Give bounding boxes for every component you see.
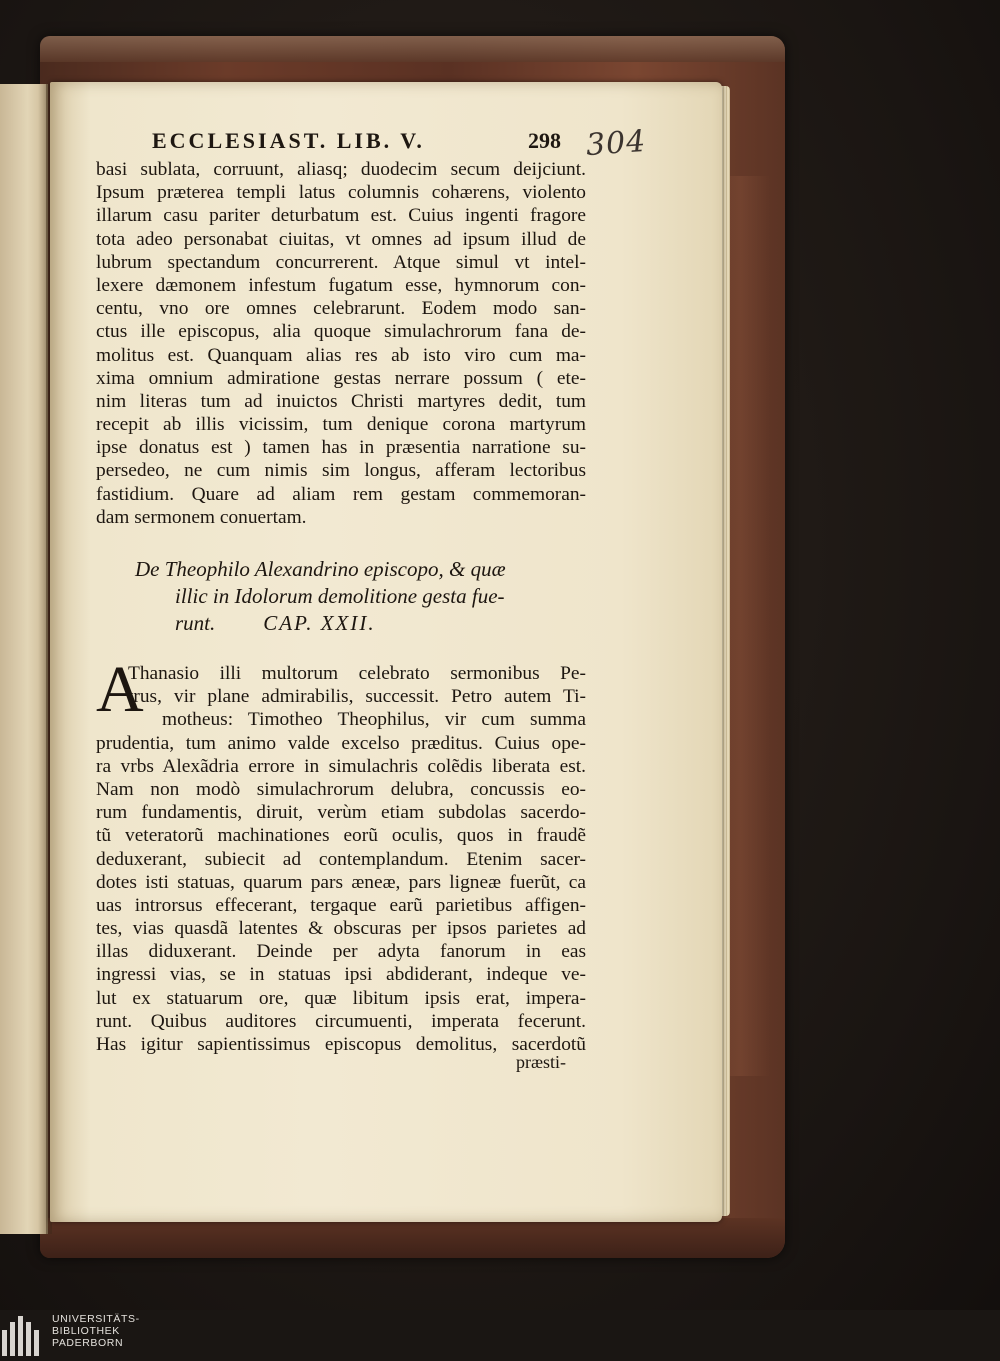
text-line: fastidium. Quare ad aliam rem gestam commemoran- xyxy=(96,483,586,505)
cover-top-edge xyxy=(40,36,785,62)
text-line: ingressi vias, se in statuas ipsi abdiderant, indeque ve- xyxy=(96,964,586,986)
chapter-number: CAP. XXII. xyxy=(263,611,376,635)
text-line: illas diduxerant. Deinde per adyta fanorum in eas xyxy=(96,941,586,963)
chapter-heading-line-end: runt. xyxy=(175,611,216,635)
text-line: rum fundamentis, diruit, verùm etiam subdolas sacerdo- xyxy=(96,802,586,824)
chapter-heading-line xyxy=(135,610,545,637)
text-line: trus, vir plane admirabilis, successit. Petro autem Ti- xyxy=(128,686,586,708)
text-line: ra vrbs Alexãdria errore in simulachris colẽdis liberata est. xyxy=(96,755,586,777)
text-line: basi sublata, corruunt, aliasq; duodecim secum deijciunt. xyxy=(96,159,586,180)
text-line: deduxerant, subiecit ad contemplandum. Etenim sacer- xyxy=(96,848,586,870)
drop-cap-initial: A xyxy=(96,653,144,726)
text-line: runt. Quibus auditores circumuenti, imperata fecerunt. xyxy=(96,1010,586,1032)
catchword: præsti- xyxy=(516,1052,567,1072)
text-line: xima omnium admiratione gestas nerrare possum ( ete- xyxy=(96,367,586,389)
running-head: ECCLESIAST. LIB. V. xyxy=(152,128,425,153)
chapter-heading-line: De Theophilo Alexandrino episcopo, & quæ xyxy=(135,557,506,581)
footer-bar xyxy=(0,1310,1000,1361)
handwritten-page-number: 304 xyxy=(584,123,648,164)
text-line: tota adeo personabat ciuitas, vt omnes ad ipsum illud de xyxy=(96,228,586,250)
text-line: ipse donatus est ) tamen has in præsentia narratione su- xyxy=(96,437,586,459)
text-line: nim literas tum ad inuictos Christi martyres dedit, tum xyxy=(96,390,586,412)
text-line: recepit ab illis vicissim, tum denique corona martyrum xyxy=(96,414,586,436)
logo-line: PADERBORN xyxy=(52,1337,124,1349)
text-line: Ipsum præterea templi latus columnis cohærens, violento xyxy=(96,182,586,204)
text-line: prudentia, tum animo valde excelso præditus. Cuius ope- xyxy=(96,732,586,754)
text-line: dam sermonem conuertam. xyxy=(96,506,307,528)
text-line: Nam non modò simulachrorum delubra, concussis eo- xyxy=(96,778,586,800)
text-line: lut ex statuarum ore, quæ libitum ipsis erat, impera- xyxy=(96,987,586,1009)
chapter-heading-line: illic in Idolorum demolitione gesta fue- xyxy=(175,584,505,608)
text-line: lexere dæmonem infestum fugatum esse, hymnorum con- xyxy=(96,274,586,296)
text-line: lubrum spectandum concurrerent. Atque simul vt intel- xyxy=(96,251,586,273)
text-line: centu, vno ore omnes celebrarunt. Eodem modo san- xyxy=(96,298,586,320)
library-logo-icon xyxy=(0,1316,44,1356)
printed-page-number: 298 xyxy=(528,128,561,153)
text-line: uas introrsus effecerant, tergaque earũ parietibus affigen- xyxy=(96,894,586,916)
logo-line: UNIVERSITÄTS- xyxy=(52,1313,140,1325)
library-logo-text xyxy=(52,1313,140,1349)
text-line: ctus ille episcopus, alia quoque simulachrorum fana de- xyxy=(96,321,586,343)
cover-bottom-edge xyxy=(40,1218,785,1258)
paragraph-2 xyxy=(96,653,586,1056)
text-line: illarum casu pariter deturbatum est. Cuius ingenti fragore xyxy=(96,205,586,227)
text-line: molitus est. Quanquam alias res ab isto viro cum ma- xyxy=(96,344,586,366)
text-line: persedeo, ne cum nimis sim longus, afferam lectoribus xyxy=(96,460,586,482)
text-line: Has igitur sapientissimus episcopus demolitus, sacerdotũ xyxy=(96,1034,586,1055)
chapter-heading xyxy=(135,556,545,637)
text-line: motheus: Timotheo Theophilus, vir cum summa xyxy=(162,709,586,731)
text-line: dotes isti statuas, quarum pars æneæ, pars ligneæ fuerũt, ca xyxy=(96,871,586,893)
text-line: tũ veteratorũ machinationes eorũ oculis, quos in fraudẽ xyxy=(96,825,586,847)
logo-line: BIBLIOTHEK xyxy=(52,1325,120,1337)
text-line: Thanasio illi multorum celebrato sermonibus Pe- xyxy=(128,663,586,684)
paragraph-1 xyxy=(96,158,586,529)
text-line: tes, vias quasdã latentes & obscuras per ipsos parietes ad xyxy=(96,918,586,940)
